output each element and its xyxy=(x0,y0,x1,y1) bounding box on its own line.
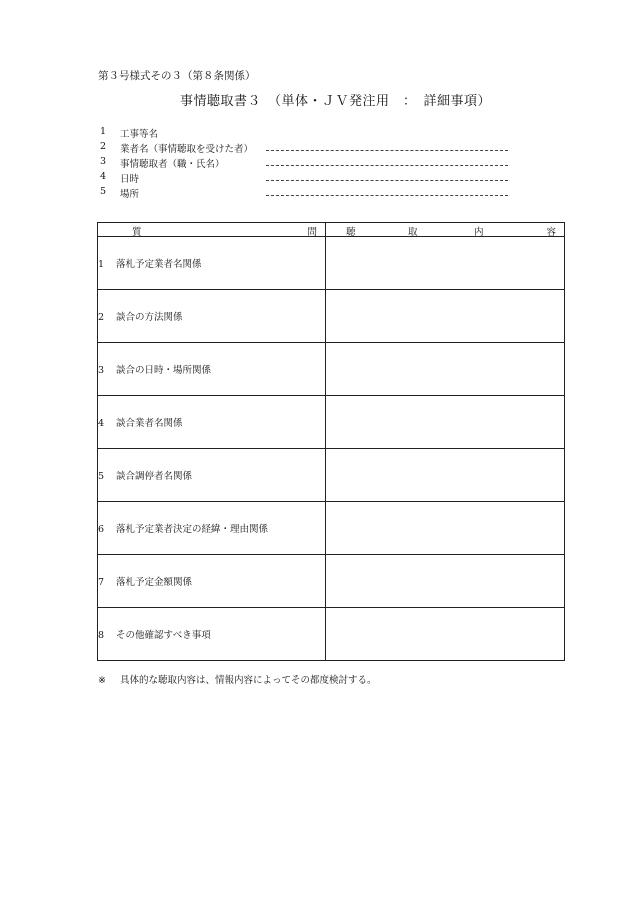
question-cell: 8 その他確認すべき事項 xyxy=(98,608,326,661)
table-row xyxy=(98,555,565,608)
field-number: 4 xyxy=(100,171,107,182)
field-label: 事情聴取者（職・氏名） xyxy=(120,159,225,170)
question-cell: 4 談合業者名関係 xyxy=(98,396,326,449)
answer-header: 聴 取 内 容 xyxy=(326,223,565,237)
answer-cell[interactable] xyxy=(326,608,565,661)
table-header-row xyxy=(98,223,565,237)
answer-cell[interactable] xyxy=(326,449,565,502)
table-row xyxy=(98,449,565,502)
field-number: 3 xyxy=(100,156,107,167)
table-row xyxy=(98,502,565,555)
question-cell: 5 談合調停者名関係 xyxy=(98,449,326,502)
entry-line[interactable] xyxy=(266,150,508,151)
answer-cell[interactable] xyxy=(326,502,565,555)
field-company-name xyxy=(98,139,518,154)
field-construction-name xyxy=(98,124,518,139)
field-number: 2 xyxy=(100,141,107,152)
question-cell: 6 落札予定業者決定の経緯・理由関係 xyxy=(98,502,326,555)
table-row xyxy=(98,237,565,290)
answer-cell[interactable] xyxy=(326,555,565,608)
entry-line[interactable] xyxy=(266,165,508,166)
question-cell: 1 落札予定業者名関係 xyxy=(98,237,326,290)
entry-line[interactable] xyxy=(266,195,508,196)
table-row xyxy=(98,343,565,396)
field-interviewer xyxy=(98,154,518,169)
table-row xyxy=(98,608,565,661)
field-place xyxy=(98,184,518,199)
answer-cell[interactable] xyxy=(326,237,565,290)
answer-cell[interactable] xyxy=(326,290,565,343)
field-label: 場所 xyxy=(120,189,140,200)
field-number: 5 xyxy=(100,186,107,197)
field-number: 1 xyxy=(100,126,107,137)
page-title: 事情聴取書３ （単体・ＪＶ発注用 ： 詳細事項） xyxy=(180,94,492,109)
question-cell: 7 落札予定金額関係 xyxy=(98,555,326,608)
question-cell: 2 談合の方法関係 xyxy=(98,290,326,343)
footnote xyxy=(98,672,377,686)
answer-cell[interactable] xyxy=(326,396,565,449)
answer-cell[interactable] xyxy=(326,343,565,396)
field-label: 工事等名 xyxy=(120,129,159,140)
question-table xyxy=(97,222,565,661)
question-cell: 3 談合の日時・場所関係 xyxy=(98,343,326,396)
field-label: 日時 xyxy=(120,174,140,185)
question-header: 質 問 xyxy=(98,223,326,237)
field-datetime xyxy=(98,169,518,184)
table-row xyxy=(98,290,565,343)
note-mark: ※ xyxy=(98,675,106,686)
field-label: 業者名（事情聴取を受けた者） xyxy=(120,144,254,155)
entry-line[interactable] xyxy=(266,180,508,181)
header-fields xyxy=(98,124,518,199)
note-text: 具体的な聴取内容は、情報内容によってその都度検討する。 xyxy=(120,675,377,686)
table-row xyxy=(98,396,565,449)
form-number: 第３号様式その３（第８条関係） xyxy=(98,70,256,82)
